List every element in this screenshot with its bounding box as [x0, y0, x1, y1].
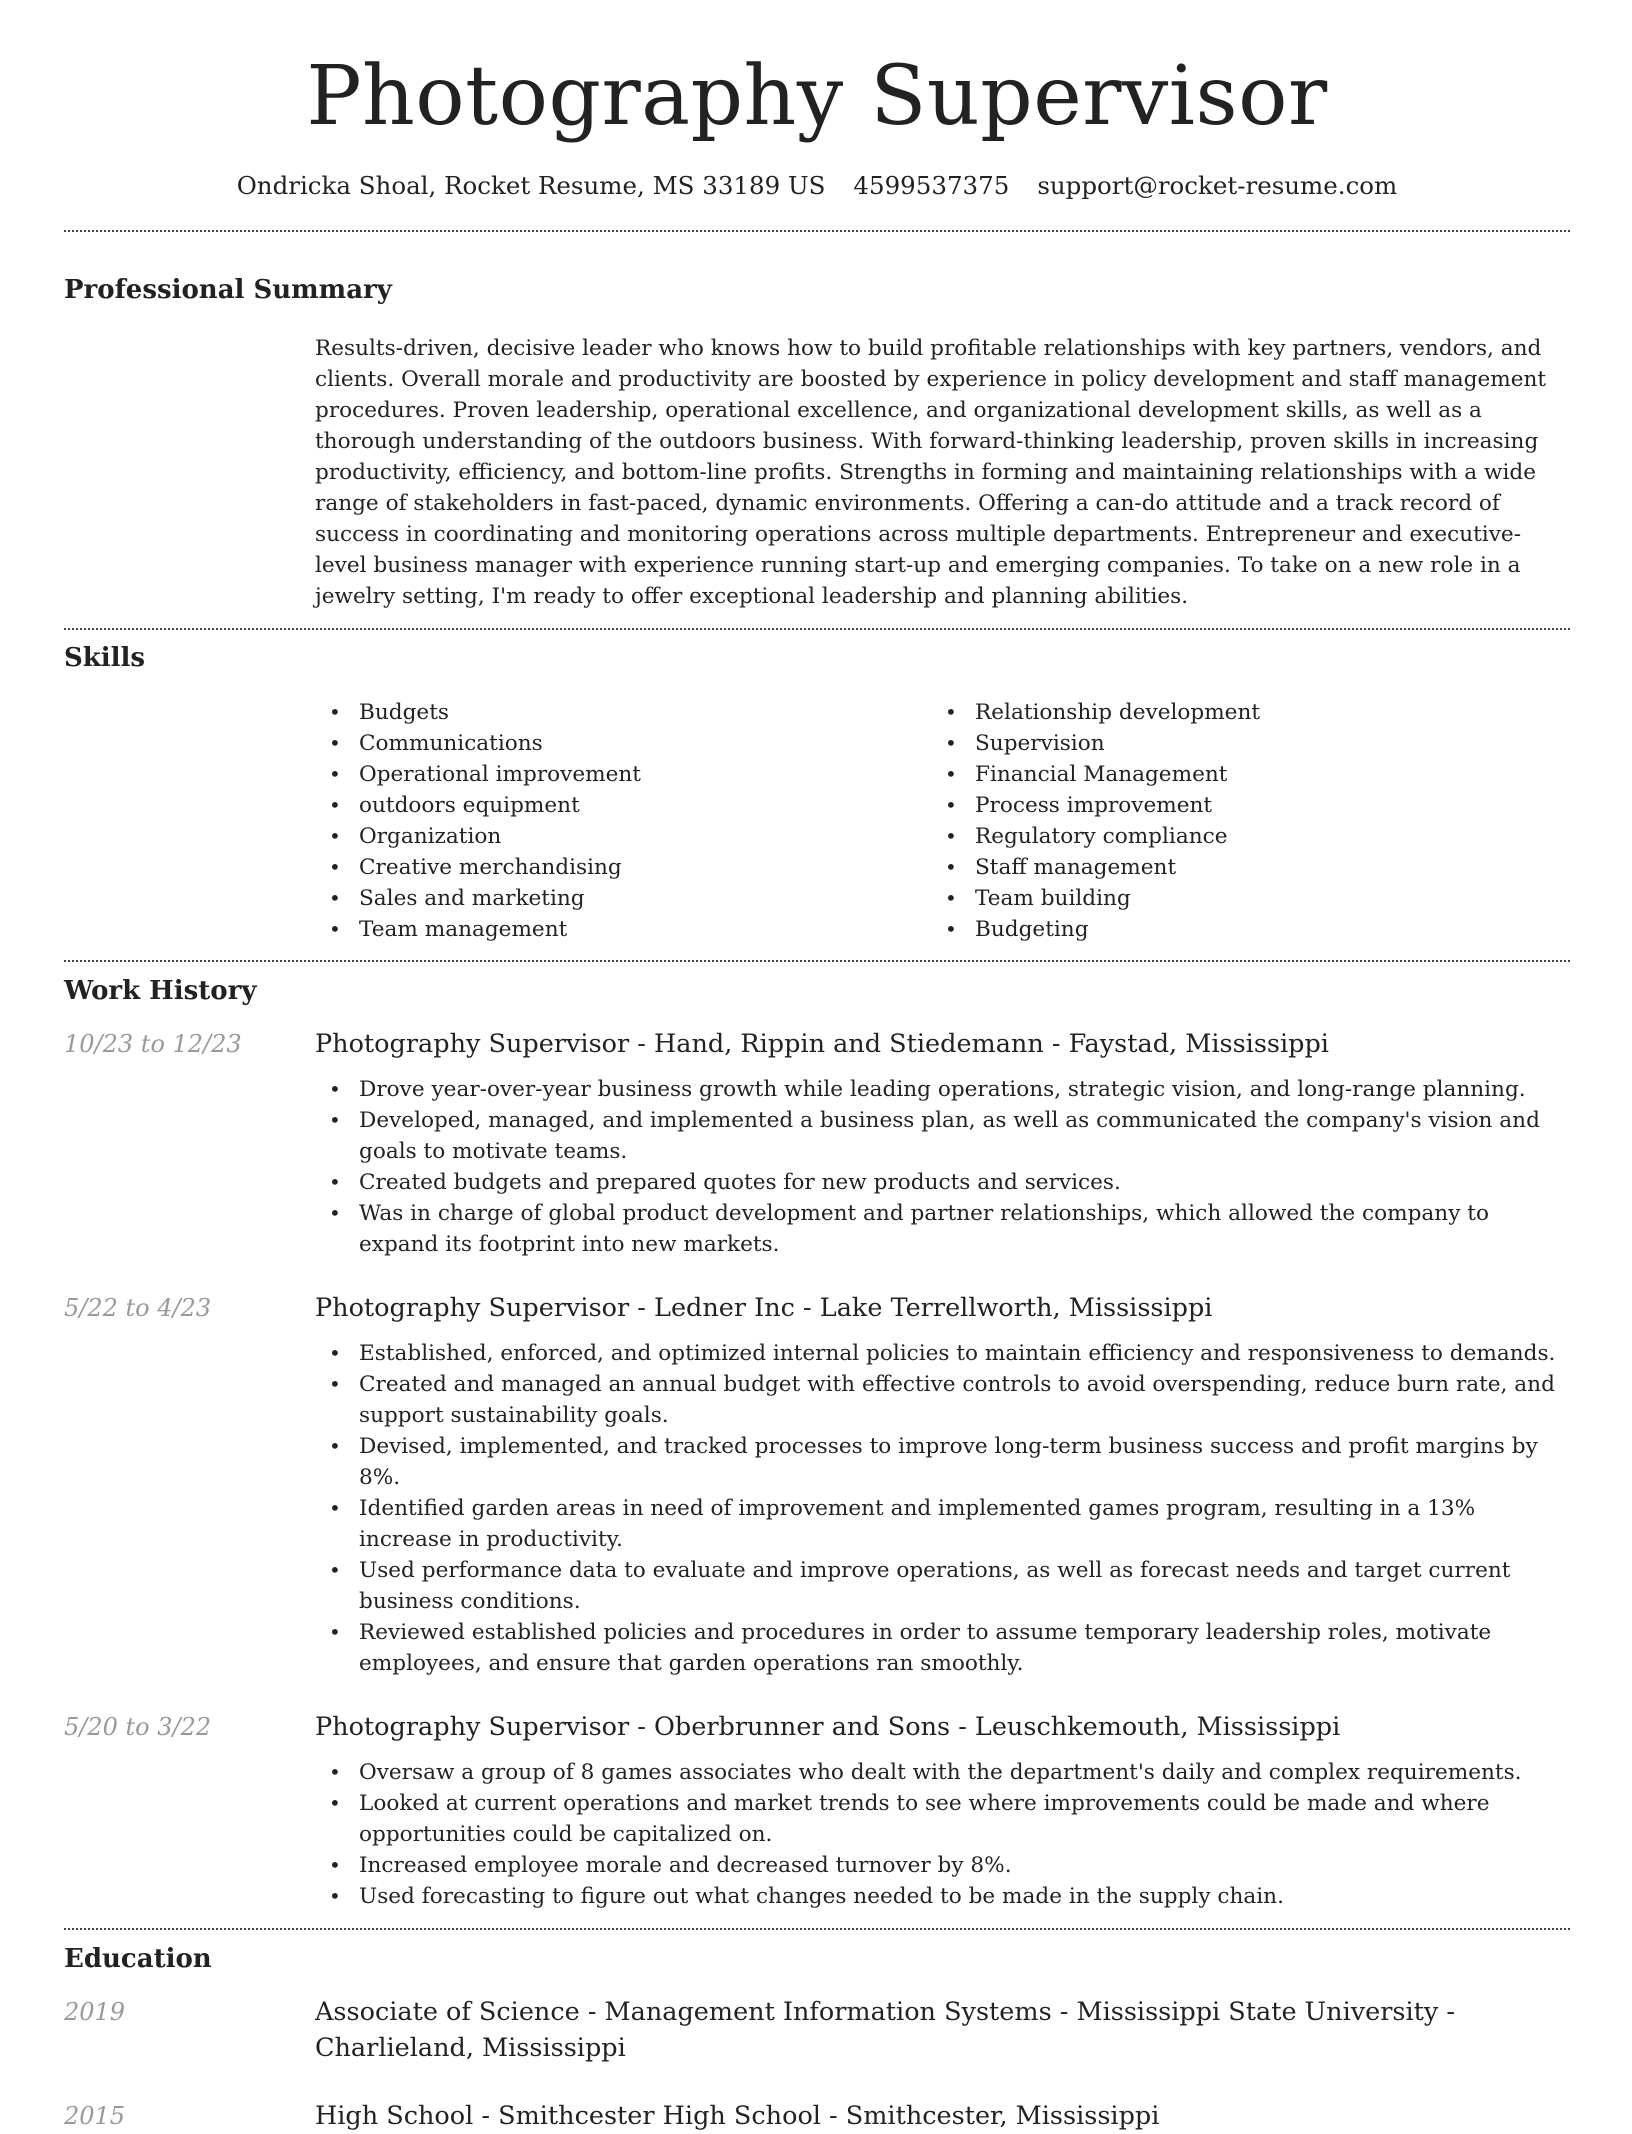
- section-divider: [64, 230, 1570, 232]
- education-entry: [64, 1994, 1570, 2066]
- skill-item: • Team building: [931, 883, 1547, 914]
- job-dates: 5/22 to 4/23: [64, 1294, 212, 1322]
- skill-item: • Communications: [315, 728, 931, 759]
- skills-list: [315, 697, 1570, 945]
- education-heading: Associate of Science - Management Information Systems - Mississippi State University - Charlieland, Mississippi: [315, 1997, 1456, 2063]
- education-year: 2015: [64, 2102, 126, 2130]
- education-body: [315, 1994, 1570, 2066]
- job-bullet: • Identified garden areas in need of improvement and implemented games program, resulting in a 13% increase in productivity.: [315, 1493, 1570, 1555]
- job-bullets: [315, 1074, 1570, 1260]
- summary-text: Results-driven, decisive leader who knows how to build profitable relationships with key partners, vendors, and clients. Overall morale and productivity are boosted by experience in policy development and staff management procedures. Proven leadership, operational excellence, and organizational development skills, as well as a thorough understanding of the outdoors business. With forward-thinking leadership, proven skills in increasing productivity, efficiency, and bottom-line profits. Strengths in forming and maintaining relationships with a wide range of stakeholders in fast-paced, dynamic environments. Offering a can-do attitude and a track record of success in coordinating and monitoring operations across multiple departments. Entrepreneur and executive-level business manager with experience running start-up and emerging companies. To take on a new role in a jewelry setting, I'm ready to offer exceptional leadership and planning abilities.: [315, 336, 1547, 609]
- job-bullet: • Created and managed an annual budget with effective controls to avoid overspending, reduce burn rate, and support sustainability goals.: [315, 1369, 1570, 1431]
- job-bullet: • Created budgets and prepared quotes for new products and services.: [315, 1167, 1570, 1198]
- skill-item: • Staff management: [931, 852, 1547, 883]
- job-body: [315, 1290, 1570, 1679]
- skill-item: • outdoors equipment: [315, 790, 931, 821]
- job-body: [315, 1026, 1570, 1260]
- skill-item: • Operational improvement: [315, 759, 931, 790]
- education-entry: [64, 2098, 1570, 2134]
- skill-item: • Budgets: [315, 697, 931, 728]
- job-entry: [64, 1709, 1570, 1912]
- job-entry: [64, 1026, 1570, 1260]
- section-title-education: Education: [64, 1944, 212, 1974]
- resume-page: [64, 0, 1570, 2134]
- skill-item: • Budgeting: [931, 914, 1547, 945]
- job-heading: Photography Supervisor - Ledner Inc - Lake Terrellworth, Mississippi: [315, 1293, 1213, 1323]
- job-bullet: • Oversaw a group of 8 games associates who dealt with the department's daily and complex requirements.: [315, 1757, 1570, 1788]
- skill-item: • Team management: [315, 914, 931, 945]
- section-title-work: Work History: [64, 976, 257, 1006]
- contact-phone: 4599537375: [853, 171, 1010, 200]
- job-dates: 10/23 to 12/23: [64, 1030, 242, 1058]
- job-bullet: • Devised, implemented, and tracked processes to improve long-term business success and profit margins by 8%.: [315, 1431, 1570, 1493]
- job-bullet: • Increased employee morale and decreased turnover by 8%.: [315, 1850, 1570, 1881]
- skill-item: • Sales and marketing: [315, 883, 931, 914]
- job-heading: Photography Supervisor - Hand, Rippin and Stiedemann - Faystad, Mississippi: [315, 1029, 1329, 1059]
- skill-item: • Regulatory compliance: [931, 821, 1547, 852]
- skill-item: • Organization: [315, 821, 931, 852]
- education-heading: High School - Smithcester High School - Smithcester, Mississippi: [315, 2101, 1160, 2131]
- job-bullet: • Was in charge of global product development and partner relationships, which allowed the company to expand its footprint into new markets.: [315, 1198, 1570, 1260]
- skill-item: • Relationship development: [931, 697, 1547, 728]
- resume-name: Photography Supervisor: [306, 49, 1328, 144]
- job-bullet: • Developed, managed, and implemented a business plan, as well as communicated the company's vision and goals to motivate teams.: [315, 1105, 1570, 1167]
- education-body: [315, 2098, 1570, 2134]
- section-divider: [64, 1928, 1570, 1930]
- section-divider: [64, 628, 1570, 630]
- skills-column-right: [931, 697, 1547, 945]
- job-bullet: • Used forecasting to figure out what changes needed to be made in the supply chain.: [315, 1881, 1570, 1912]
- skills-column-left: [315, 697, 931, 945]
- job-bullets: [315, 1757, 1570, 1912]
- education-year: 2019: [64, 1998, 126, 2026]
- section-title-summary: Professional Summary: [64, 275, 392, 305]
- skill-item: • Process improvement: [931, 790, 1547, 821]
- job-bullet: • Looked at current operations and market trends to see where improvements could be made and where opportunities could be capitalized on.: [315, 1788, 1570, 1850]
- contact-email: support@rocket-resume.com: [1037, 171, 1398, 200]
- section-divider: [64, 960, 1570, 962]
- job-bullet: • Drove year-over-year business growth while leading operations, strategic vision, and long-range planning.: [315, 1074, 1570, 1105]
- skill-item: • Supervision: [931, 728, 1547, 759]
- skill-item: • Financial Management: [931, 759, 1547, 790]
- job-dates: 5/20 to 3/22: [64, 1713, 212, 1741]
- contact-address: Ondricka Shoal, Rocket Resume, MS 33189 US: [236, 171, 826, 200]
- job-bullet: • Reviewed established policies and procedures in order to assume temporary leadership roles, motivate employees, and ensure that garden operations ran smoothly.: [315, 1617, 1570, 1679]
- job-entry: [64, 1290, 1570, 1679]
- contact-line: [64, 148, 1570, 202]
- job-bullet: • Used performance data to evaluate and improve operations, as well as forecast needs and target current business conditions.: [315, 1555, 1570, 1617]
- job-bullets: [315, 1338, 1570, 1679]
- section-title-skills: Skills: [64, 643, 146, 673]
- job-heading: Photography Supervisor - Oberbrunner and Sons - Leuschkemouth, Mississippi: [315, 1712, 1341, 1742]
- job-body: [315, 1709, 1570, 1912]
- skill-item: • Creative merchandising: [315, 852, 931, 883]
- job-bullet: • Established, enforced, and optimized internal policies to maintain efficiency and responsiveness to demands.: [315, 1338, 1570, 1369]
